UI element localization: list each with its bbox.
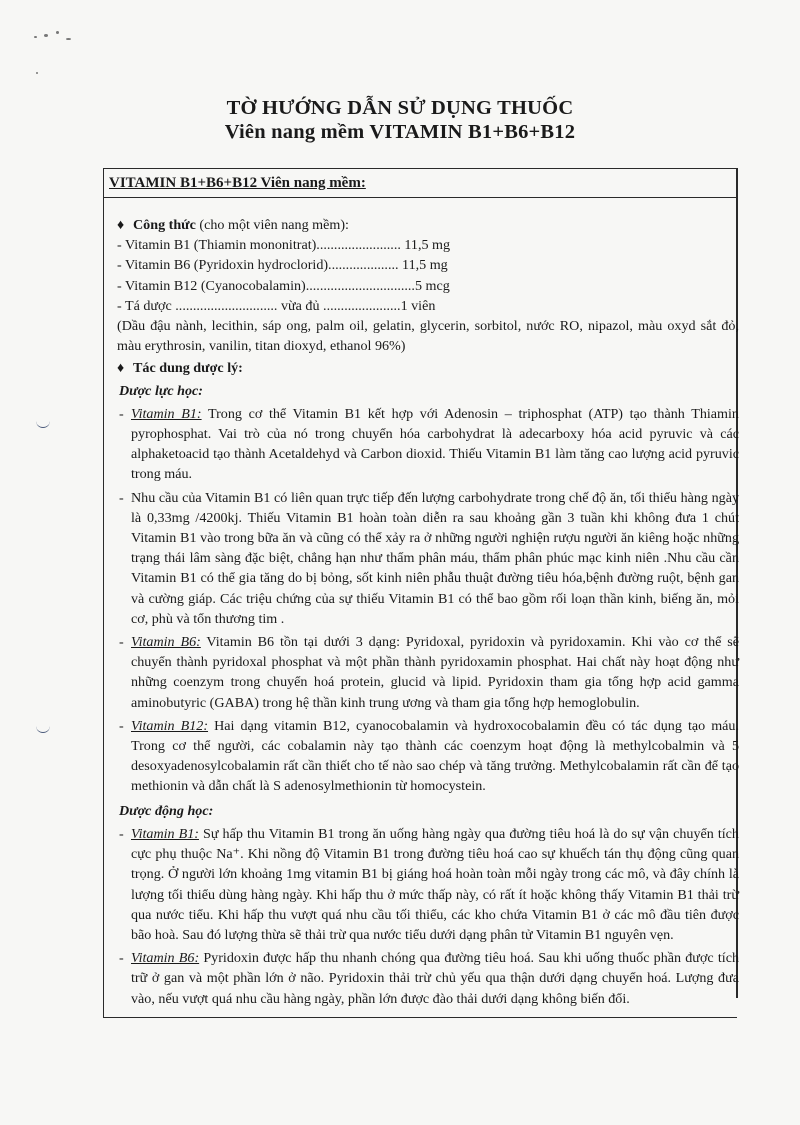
paragraph-lead: Vitamin B1:: [131, 825, 199, 842]
scan-speck: [66, 38, 71, 40]
paragraph-text: Trong cơ thể Vitamin B1 kết hợp với Adenosin – triphosphat (ATP) tạo thành Thiamin pyrophosphat. Vai trò của nó trong chuyển hóa carbohydrat là adecarboxy hóa acid pyruvic và các alphaketoacid tạo thành Acetaldehyd và Carbon dioxid. Thiếu Vitamin B1 làm tăng cao lượng acid pyruvic trong máu.: [131, 405, 739, 483]
pharmacology-heading: [117, 358, 739, 378]
ingredient-item: - Vitamin B6 (Pyridoxin hydroclorid).................... 11,5 mg: [117, 257, 448, 274]
punch-mark: [36, 418, 50, 428]
paragraph-b1-kinetics: - Vitamin B1: Sự hấp thu Vitamin B1 trong ăn uống hàng ngày qua đường tiêu hoá là do sự vận chuyển tích cực phụ thuộc Na⁺. Khi nồng độ Vitamin B1 trong đường tiêu hoá cao sự khuếch tán thụ động cũng quan trọng. Ở người lớn khoảng 1mg vitamin B1 bị giáng hoá hoàn toàn mỗi ngày trong các mô, và đây chính là lượng tối thiểu dùng hàng ngày. Khi hấp thu ở mức thấp này, có rất ít hoặc không thấy Vitamin B1 thải trừ qua nước tiểu. Khi hấp thu vượt quá nhu cầu tối thiểu, các kho chứa Vitamin B1 ở các mô đầu tiên được bão hoà. Sau đó lượng thừa sẽ thải trừ qua nước tiểu dưới dạng phân tử Vitamin B1 nguyên vẹn.: [119, 825, 739, 943]
diamond-bullet-icon: ♦: [117, 217, 125, 233]
excipients-text: (Dầu đậu nành, lecithin, sáp ong, palm oil, gelatin, glycerin, sorbitol, nước RO, nipazol, màu oxyd sắt đỏ, màu erythrosin, vanilin, titan dioxyd, ethanol 96%): [117, 318, 739, 355]
scan-speck: [36, 72, 38, 74]
paragraph-lead: Vitamin B1:: [131, 405, 202, 422]
paragraph-b6-dynamics: - Vitamin B6: Vitamin B6 tồn tại dưới 3 dạng: Pyridoxal, pyridoxin và pyridoxamin. Khi vào cơ thể sẽ chuyển thành pyridoxal phosphat và một phần thành pyridoxamin phosphat. Hai chất này hoạt động như những coenzym trong chuyển hoá protein, glucid và lipid. Pyridoxin tham gia tổng hợp acid gamma aminobutyric (GABA) trong hệ thần kinh trung ương và tham gia tổng hợp hemoglobulin.: [119, 634, 739, 711]
punch-mark: [36, 723, 50, 733]
paragraph-b12-dynamics: - Vitamin B12: Hai dạng vitamin B12, cyanocobalamin và hydroxocobalamin đều có tác dụng tạo máu. Trong cơ thể người, các cobalamin này tạo thành các coenzym hoạt động là methylcobalmin và 5 desoxyadenosylcobalamin rất cần thiết cho tế nào sao chép và tăng trưởng. Methylcobalamin rất cần để tạo methionin và dẫn chất là S adenosylmethionin từ homocystein.: [119, 717, 739, 795]
pharmacodynamics-heading: Dược lực học:: [119, 382, 203, 399]
box-header: [103, 168, 737, 198]
diamond-bullet-icon: ♦: [117, 360, 125, 377]
box-title: VITAMIN B1+B6+B12 Viên nang mềm:: [109, 175, 366, 191]
ingredient-item: - Tá dược ............................. vừa đủ ......................1 viên: [117, 297, 436, 314]
content: [117, 215, 739, 1009]
formula-heading-note: (cho một viên nang mềm):: [199, 217, 349, 233]
paragraph-b1-needs: - Nhu cầu của Vitamin B1 có liên quan trực tiếp đến lượng carbohydrate trong chế độ ăn, tối thiểu hàng ngày là 0,33mg /4200kj. Thiếu Vitamin B1 hoàn toàn diễn ra sau khoảng gần 3 tuần khi không đưa 1 chút Vitamin B1 vào trong bữa ăn và cũng có thể xảy ra ở những người nghiện rượu người ăn kiêng hoặc những trạng thái lâm sàng đặc biệt, chẳng hạn như thẩm phân máu, thẩm phân phúc mạc kinh niên .Nhu cầu cần Vitamin B1 có thể gia tăng do bị bỏng, sốt kinh niên phẫu thuật đường tiêu hóa,bệnh đường ruột, bệnh gan và cường giáp. Các triệu chứng của sự thiếu Vitamin B1 có thể bao gồm rối loạn thần kinh, biếng ăn, mỏi cơ, phù và tổn thương tim .: [119, 489, 739, 627]
ingredient-list: [117, 235, 739, 316]
paragraph-lead: Vitamin B6:: [131, 950, 200, 967]
pharmacokinetics-heading: Dược động học:: [119, 802, 214, 819]
pharmacology-heading-label: Tác dung dược lý:: [133, 360, 243, 377]
scan-speck: [34, 36, 37, 38]
paragraph-text: Vitamin B6 tồn tại dưới 3 dạng: Pyridoxal, pyridoxin và pyridoxamin. Khi vào cơ thể sẽ chuyển thành pyridoxal phosphat và một phần thành pyridoxamin phosphat. Hai chất này hoạt động như những coenzym trong chuyển hoá protein, glucid và lipid. Pyridoxin tham gia tổng hợp acid gamma aminobutyric (GABA) trong hệ thần kinh trung ương và tham gia tổng hợp hemoglobulin.: [131, 634, 739, 711]
formula-heading: [117, 215, 739, 235]
paragraph-text: Nhu cầu của Vitamin B1 có liên quan trực tiếp đến lượng carbohydrate trong chế độ ăn, tối thiểu hàng ngày là 0,33mg /4200kj. Thiếu Vitamin B1 hoàn toàn diễn ra sau khoảng gần 3 tuần khi không đưa 1 chút Vitamin B1 vào trong bữa ăn và cũng có thể xảy ra ở những người nghiện rượu người ăn kiêng hoặc những trạng thái lâm sàng đặc biệt, chẳng hạn như thẩm phân máu, thẩm phân phúc mạc kinh niên .Nhu cầu cần Vitamin B1 có thể gia tăng do bị bỏng, sốt kinh niên phẫu thuật đường tiêu hóa,bệnh đường ruột, bệnh gan và cường giáp. Các triệu chứng của sự thiếu Vitamin B1 có thể bao gồm rối loạn thần kinh, biếng ăn, mỏi cơ, phù và tổn thương tim .: [131, 489, 739, 627]
ingredient-item: - Vitamin B1 (Thiamin mononitrat)........................ 11,5 mg: [117, 237, 451, 254]
paragraph-lead: Vitamin B6:: [131, 634, 201, 651]
paragraph-lead: Vitamin B12:: [131, 717, 209, 734]
scan-speck: [56, 31, 59, 34]
scan-speck: [44, 34, 48, 37]
page-subtitle: Viên nang mềm VITAMIN B1+B6+B12: [224, 121, 576, 143]
paragraph-text: Pyridoxin được hấp thu nhanh chóng qua đường tiêu hoá. Sau khi uống thuốc phần được tích trữ ở gan và một phần lớn ở não. Pyridoxin thải trừ chủ yếu qua thận dưới dạng chuyển hoá. Lượng đưa vào, nếu vượt quá nhu cầu hàng ngày, phần lớn được đào thải dưới dạng không biến đổi.: [131, 950, 739, 1007]
paragraph-b6-kinetics: - Vitamin B6: Pyridoxin được hấp thu nhanh chóng qua đường tiêu hoá. Sau khi uống thuốc phần được tích trữ ở gan và một phần lớn ở não. Pyridoxin thải trừ chủ yếu qua thận dưới dạng chuyển hoá. Lượng đưa vào, nếu vượt quá nhu cầu hàng ngày, phần lớn được đào thải dưới dạng không biến đổi.: [119, 950, 739, 1007]
paragraph-b1-dynamics: - Vitamin B1: Trong cơ thể Vitamin B1 kết hợp với Adenosin – triphosphat (ATP) tạo thành Thiamin pyrophosphat. Vai trò của nó trong chuyển hóa carbohydrat là adecarboxy hóa acid pyruvic và các alphaketoacid tạo thành Acetaldehyd và Carbon dioxid. Thiếu Vitamin B1 làm tăng cao lượng acid pyruvic trong máu.: [119, 405, 739, 483]
paragraph-text: Sự hấp thu Vitamin B1 trong ăn uống hàng ngày qua đường tiêu hoá là do sự vận chuyển tích cực phụ thuộc Na⁺. Khi nồng độ Vitamin B1 trong đường tiêu hoá cao sự khuếch tán thụ động cũng quan trọng. Ở người lớn khoảng 1mg vitamin B1 bị giáng hoá hoàn toàn mỗi ngày trong các mô, và đây chính là lượng tối thiểu dùng hàng ngày. Khi hấp thu ở mức thấp này, có rất ít hoặc không thấy Vitamin B1 thải trừ qua nước tiểu. Khi hấp thu vượt quá nhu cầu tối thiểu, các kho chứa Vitamin B1 ở các mô đầu tiên được bão hoà. Sau đó lượng thừa sẽ thải trừ qua nước tiểu dưới dạng phân tử Vitamin B1 nguyên vẹn.: [131, 825, 739, 943]
page-title: TỜ HƯỚNG DẪN SỬ DỤNG THUỐC: [226, 97, 574, 119]
formula-heading-label: Công thức: [133, 217, 196, 233]
paragraph-text: Hai dạng vitamin B12, cyanocobalamin và hydroxocobalamin đều có tác dụng tạo máu. Trong cơ thể người, các cobalamin này tạo thành các coenzym hoạt động là methylcobalmin và 5 desoxyadenosylcobalamin rất cần thiết cho tế nào sao chép và tăng trưởng. Methylcobalamin rất cần để tạo methionin và dẫn chất là S adenosylmethionin từ homocystein.: [131, 717, 739, 795]
ingredient-item: - Vitamin B12 (Cyanocobalamin)...............................5 mcg: [117, 277, 450, 294]
